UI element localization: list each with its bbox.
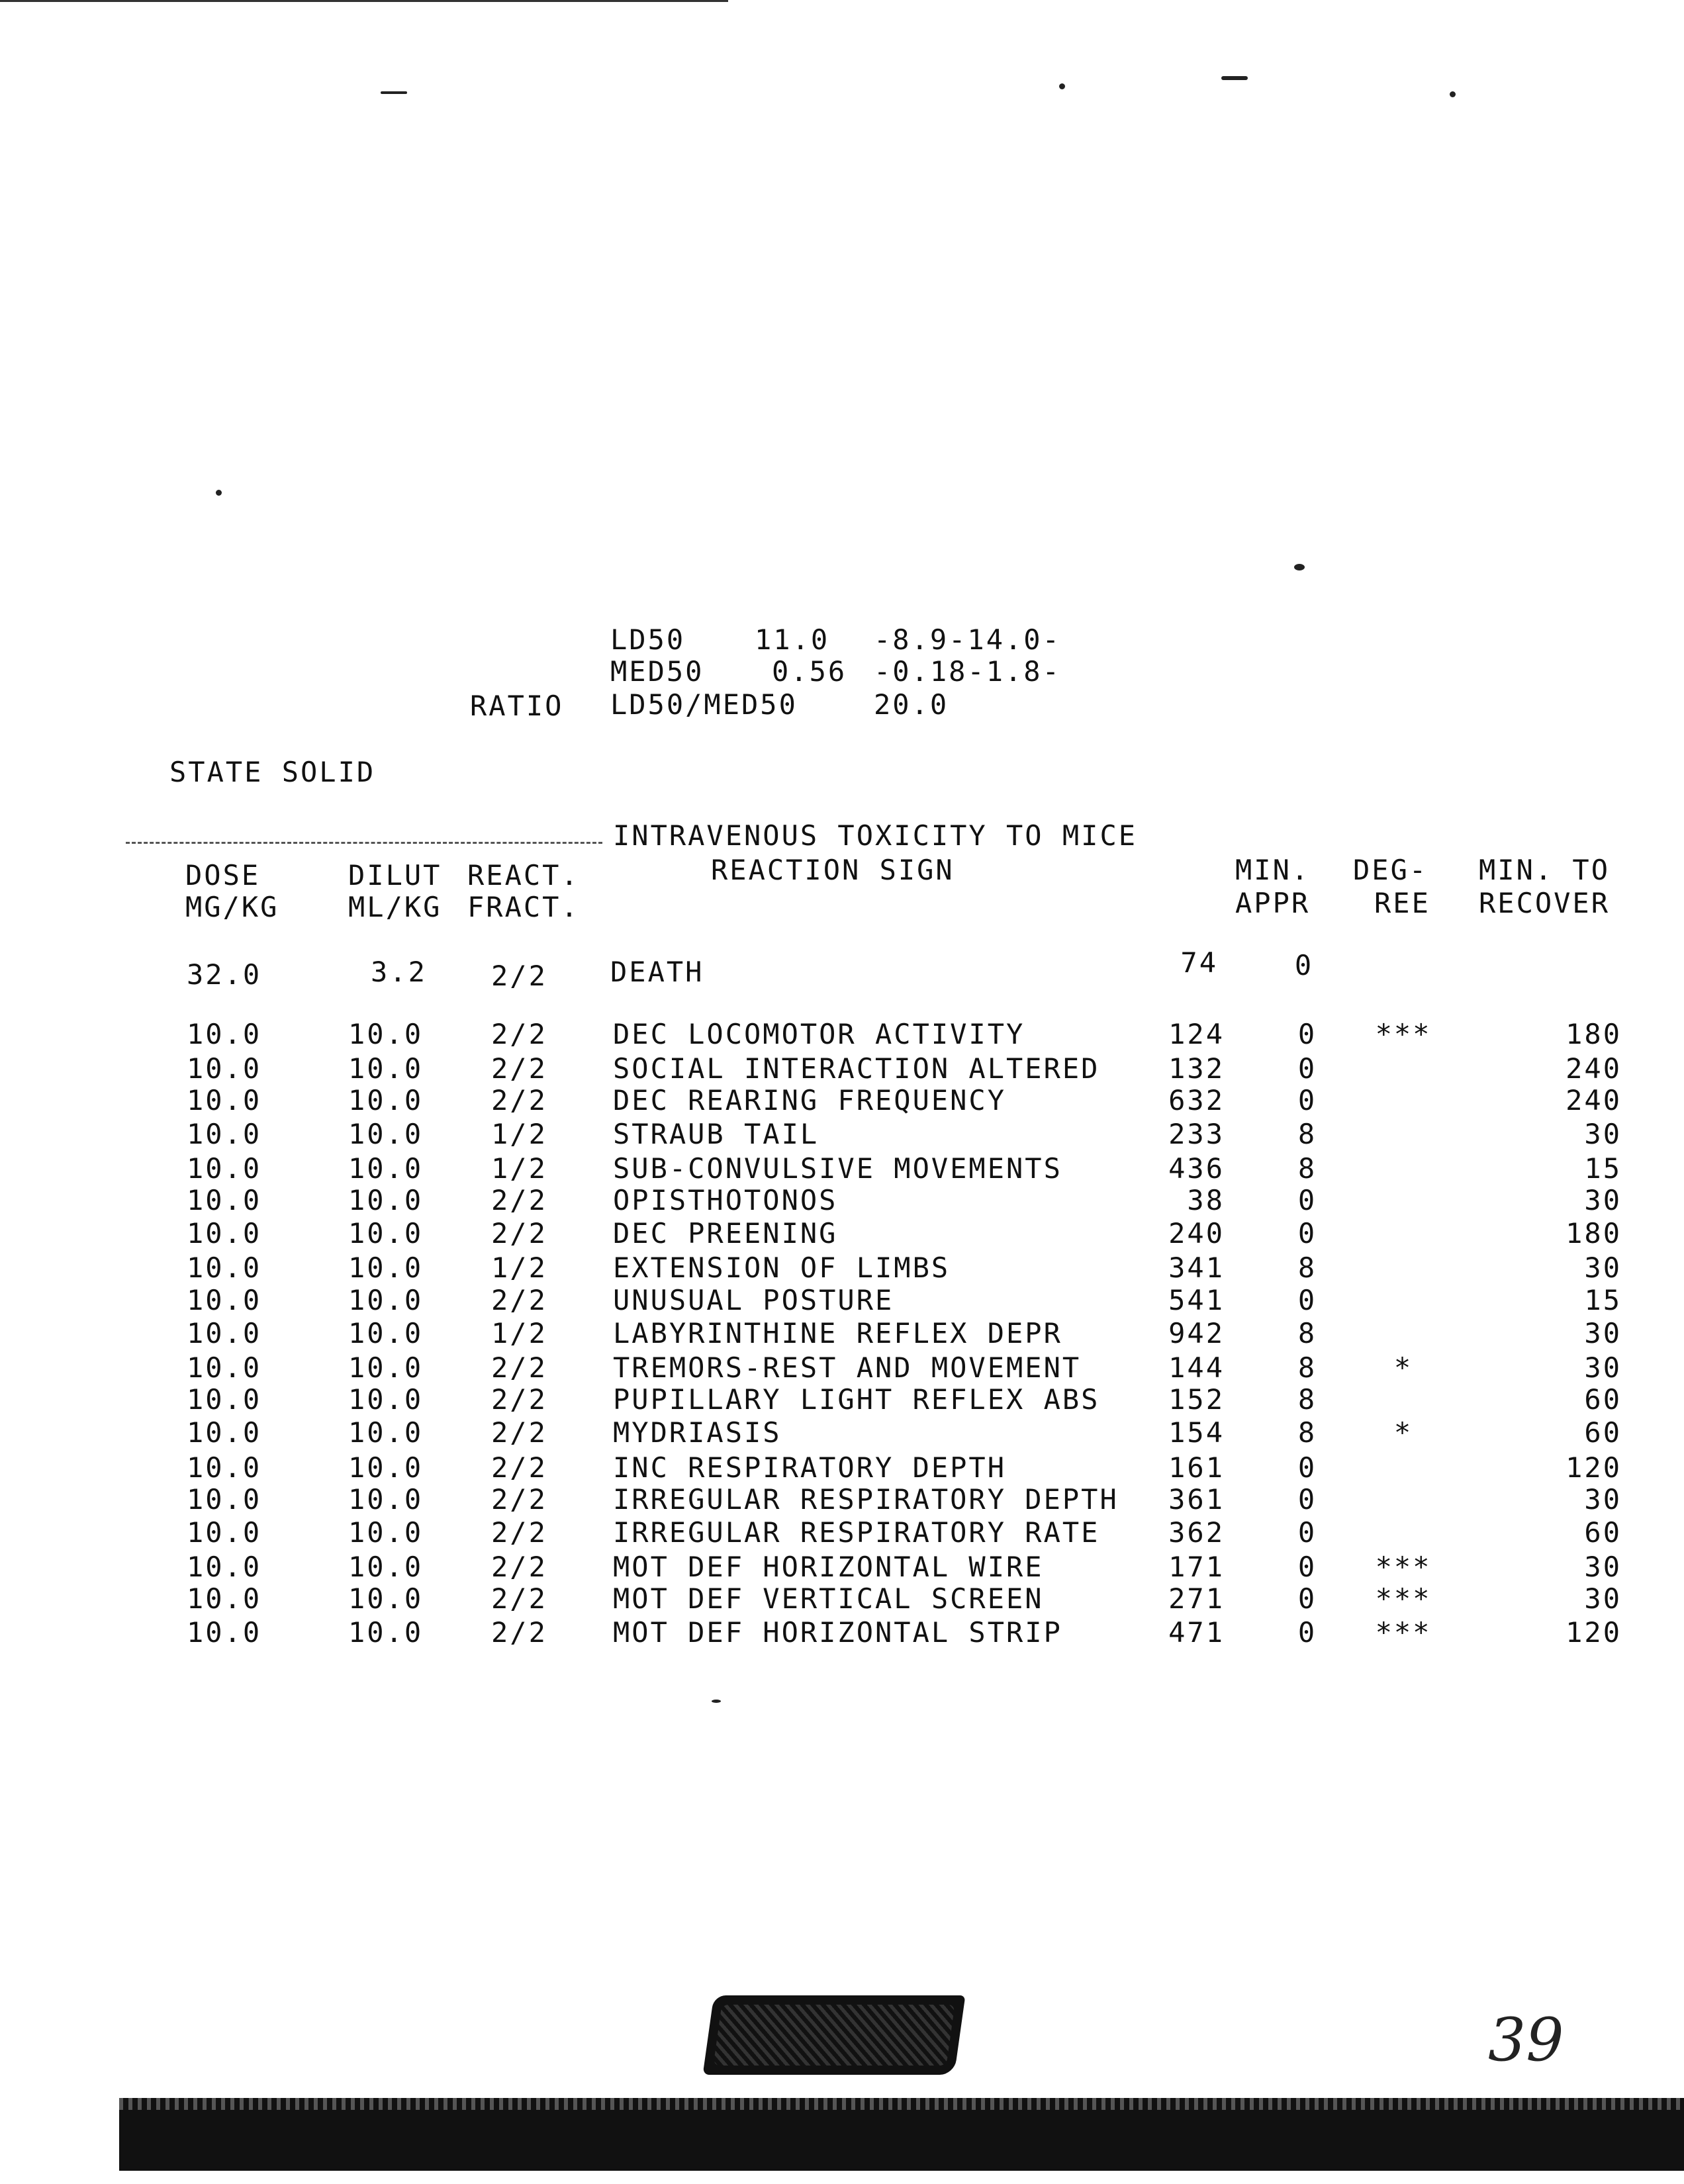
cell-dilut: 10.0 — [348, 1052, 424, 1085]
cell-dose: 10.0 — [187, 1018, 262, 1050]
cell-appr: 8 — [1297, 1383, 1317, 1416]
col-header-degree: DEG- — [1353, 854, 1428, 886]
cell-recover: 15 — [1584, 1152, 1622, 1185]
col-header-min-appr-2: APPR — [1235, 887, 1311, 919]
cell-recover: 60 — [1584, 1516, 1622, 1549]
cell-dose: 10.0 — [187, 1052, 262, 1085]
cell-dilut: 10.0 — [348, 1451, 424, 1484]
col-header-dilut: DILUT — [348, 859, 442, 891]
cell-recover: 15 — [1584, 1283, 1622, 1316]
cell-dilut: 10.0 — [348, 1152, 424, 1185]
page-number: 39 — [1488, 2005, 1564, 2075]
cell-fract: 2/2 — [491, 1482, 547, 1516]
cell-appr: 0 — [1297, 1551, 1317, 1584]
cell-appr: 8 — [1297, 1152, 1317, 1185]
cell-appr: 0 — [1297, 1052, 1317, 1085]
cell-sign: MYDRIASIS — [613, 1416, 782, 1449]
col-header-dose-unit: MG/KG — [185, 891, 279, 923]
med50-range: -0.18-1.8- — [874, 655, 1061, 688]
cell-sign: STRAUB TAIL — [613, 1117, 819, 1150]
col-header-recover-2: RECOVER — [1479, 887, 1611, 919]
cell-degree: * — [1393, 1351, 1413, 1384]
cell-sign: INC RESPIRATORY DEPTH — [613, 1451, 1007, 1484]
cell-appr: 0 — [1297, 1283, 1317, 1316]
cell-appr: 0 — [1297, 1217, 1317, 1250]
ratio-label: RATIO — [470, 690, 564, 722]
scan-speck — [1294, 564, 1305, 570]
cell-dilut: 10.0 — [348, 1251, 424, 1285]
cell-dilut: 10.0 — [348, 1217, 424, 1250]
cell-dose: 10.0 — [187, 1316, 262, 1349]
cell-fract: 2/2 — [491, 960, 547, 992]
cell-dose: 10.0 — [187, 1582, 262, 1615]
cell-recover: 30 — [1584, 1184, 1622, 1216]
cell-dose: 10.0 — [187, 1383, 262, 1416]
cell-sign: SUB-CONVULSIVE MOVEMENTS — [613, 1152, 1062, 1185]
cell-appr: 0 — [1297, 1018, 1317, 1050]
cell-dilut: 3.2 — [371, 956, 427, 988]
cell-recover: 30 — [1584, 1582, 1622, 1615]
scan-bottom-edge — [119, 2098, 1684, 2171]
cell-code: 154 — [1168, 1416, 1225, 1449]
cell-recover: 120 — [1566, 1615, 1622, 1649]
cell-fract: 2/2 — [491, 1217, 547, 1250]
cell-fract: 2/2 — [491, 1516, 547, 1549]
cell-sign: TREMORS-REST AND MOVEMENT — [613, 1351, 1082, 1384]
cell-fract: 2/2 — [491, 1383, 547, 1416]
cell-code: 233 — [1168, 1117, 1225, 1150]
cell-dose: 10.0 — [187, 1451, 262, 1484]
cell-dose: 10.0 — [187, 1283, 262, 1316]
col-header-react: REACT. — [467, 859, 580, 891]
cell-code: 132 — [1168, 1052, 1225, 1085]
cell-sign: PUPILLARY LIGHT REFLEX ABS — [613, 1383, 1100, 1416]
cell-code: 74 — [1180, 946, 1218, 979]
cell-code: 362 — [1168, 1516, 1225, 1549]
cell-fract: 2/2 — [491, 1451, 547, 1484]
cell-fract: 2/2 — [491, 1351, 547, 1384]
cell-code: 436 — [1168, 1152, 1225, 1185]
cell-appr: 0 — [1297, 1084, 1317, 1117]
scan-top-edge — [0, 0, 728, 2]
cell-code: 341 — [1168, 1251, 1225, 1285]
cell-recover: 180 — [1566, 1217, 1622, 1250]
cell-sign: OPISTHOTONOS — [613, 1184, 838, 1216]
cell-fract: 1/2 — [491, 1117, 547, 1150]
table-title-rule — [126, 842, 602, 844]
cell-dilut: 10.0 — [348, 1283, 424, 1316]
cell-dose: 10.0 — [187, 1551, 262, 1584]
cell-dilut: 10.0 — [348, 1582, 424, 1615]
cell-recover: 30 — [1584, 1482, 1622, 1516]
cell-code: 240 — [1168, 1217, 1225, 1250]
cell-fract: 2/2 — [491, 1184, 547, 1216]
ratio-value: 20.0 — [874, 688, 949, 721]
cell-sign: DEC LOCOMOTOR ACTIVITY — [613, 1018, 1025, 1050]
med50-value: 0.56 — [772, 655, 847, 688]
cell-appr: 0 — [1297, 1516, 1317, 1549]
cell-dilut: 10.0 — [348, 1383, 424, 1416]
cell-dilut: 10.0 — [348, 1018, 424, 1050]
cell-recover: 240 — [1566, 1084, 1622, 1117]
cell-recover: 60 — [1584, 1383, 1622, 1416]
cell-appr: 8 — [1297, 1416, 1317, 1449]
ld50-range: -8.9-14.0- — [874, 623, 1061, 656]
cell-dose: 10.0 — [187, 1152, 262, 1185]
cell-code: 632 — [1168, 1084, 1225, 1117]
ld50-value: 11.0 — [755, 623, 830, 656]
table-title: INTRAVENOUS TOXICITY TO MICE — [613, 819, 1138, 852]
cell-sign: MOT DEF VERTICAL SCREEN — [613, 1582, 1044, 1615]
cell-degree: *** — [1375, 1582, 1432, 1615]
cell-dose: 10.0 — [187, 1615, 262, 1649]
cell-dilut: 10.0 — [348, 1316, 424, 1349]
cell-code: 471 — [1168, 1615, 1225, 1649]
cell-fract: 2/2 — [491, 1018, 547, 1050]
cell-dose: 10.0 — [187, 1184, 262, 1216]
cell-appr: 0 — [1297, 1482, 1317, 1516]
cell-dilut: 10.0 — [348, 1551, 424, 1584]
cell-sign: EXTENSION OF LIMBS — [613, 1251, 951, 1285]
cell-fract: 1/2 — [491, 1316, 547, 1349]
cell-fract: 1/2 — [491, 1152, 547, 1185]
cell-dose: 10.0 — [187, 1416, 262, 1449]
scan-speck — [712, 1700, 721, 1703]
cell-sign: MOT DEF HORIZONTAL STRIP — [613, 1615, 1062, 1649]
cell-code: 38 — [1187, 1184, 1225, 1216]
cell-degree: * — [1393, 1416, 1413, 1449]
cell-fract: 1/2 — [491, 1251, 547, 1285]
cell-recover: 30 — [1584, 1251, 1622, 1285]
scan-speck — [1221, 76, 1248, 80]
cell-recover: 30 — [1584, 1316, 1622, 1349]
cell-dilut: 10.0 — [348, 1482, 424, 1516]
cell-code: 271 — [1168, 1582, 1225, 1615]
col-header-recover: MIN. TO — [1479, 854, 1611, 886]
cell-appr: 8 — [1297, 1351, 1317, 1384]
cell-sign: UNUSUAL POSTURE — [613, 1283, 894, 1316]
cell-degree: *** — [1375, 1615, 1432, 1649]
cell-appr: 0 — [1297, 1615, 1317, 1649]
cell-dilut: 10.0 — [348, 1117, 424, 1150]
cell-appr: 0 — [1297, 1451, 1317, 1484]
cell-code: 541 — [1168, 1283, 1225, 1316]
cell-dose: 10.0 — [187, 1516, 262, 1549]
cell-sign: LABYRINTHINE REFLEX DEPR — [613, 1316, 1062, 1349]
cell-dose: 10.0 — [187, 1084, 262, 1117]
cell-code: 124 — [1168, 1018, 1225, 1050]
scan-speck — [381, 91, 407, 94]
med50-label: MED50 — [610, 655, 704, 688]
col-header-dilut-unit: ML/KG — [348, 891, 442, 923]
scan-speck — [216, 490, 222, 496]
cell-appr: 8 — [1297, 1117, 1317, 1150]
cell-dose: 10.0 — [187, 1482, 262, 1516]
cell-code: 361 — [1168, 1482, 1225, 1516]
cell-fract: 2/2 — [491, 1615, 547, 1649]
cell-code: 942 — [1168, 1316, 1225, 1349]
cell-recover: 30 — [1584, 1117, 1622, 1150]
col-header-degree-2: REE — [1374, 887, 1430, 919]
cell-appr: 0 — [1294, 949, 1314, 981]
cell-sign: IRREGULAR RESPIRATORY RATE — [613, 1516, 1100, 1549]
cell-code: 152 — [1168, 1383, 1225, 1416]
cell-code: 171 — [1168, 1551, 1225, 1584]
cell-code: 161 — [1168, 1451, 1225, 1484]
cell-sign: IRREGULAR RESPIRATORY DEPTH — [613, 1482, 1119, 1516]
cell-dilut: 10.0 — [348, 1184, 424, 1216]
cell-dose: 32.0 — [187, 958, 262, 991]
cell-fract: 2/2 — [491, 1283, 547, 1316]
col-header-react-fract: FRACT. — [467, 891, 580, 923]
col-header-dose: DOSE — [185, 859, 261, 891]
cell-recover: 180 — [1566, 1018, 1622, 1050]
cell-dose: 10.0 — [187, 1351, 262, 1384]
cell-sign: DEC PREENING — [613, 1217, 838, 1250]
cell-appr: 8 — [1297, 1251, 1317, 1285]
cell-dose: 10.0 — [187, 1251, 262, 1285]
cell-fract: 2/2 — [491, 1084, 547, 1117]
cell-code: 144 — [1168, 1351, 1225, 1384]
cell-appr: 0 — [1297, 1582, 1317, 1615]
ld50-label: LD50 — [610, 623, 686, 656]
cell-fract: 2/2 — [491, 1551, 547, 1584]
ratio-name: LD50/MED50 — [610, 688, 798, 721]
cell-dose: 10.0 — [187, 1217, 262, 1250]
cell-recover: 120 — [1566, 1451, 1622, 1484]
cell-sign: DEC REARING FREQUENCY — [613, 1084, 1007, 1117]
state-line: STATE SOLID — [169, 756, 376, 788]
cell-sign: MOT DEF HORIZONTAL WIRE — [613, 1551, 1044, 1584]
cell-degree: *** — [1375, 1018, 1432, 1050]
redaction-stamp — [703, 1995, 966, 2075]
scan-speck — [1059, 83, 1065, 89]
cell-dilut: 10.0 — [348, 1615, 424, 1649]
cell-recover: 240 — [1566, 1052, 1622, 1085]
col-header-sign: REACTION SIGN — [711, 854, 955, 886]
cell-fract: 2/2 — [491, 1052, 547, 1085]
cell-appr: 8 — [1297, 1316, 1317, 1349]
cell-sign: DEATH — [610, 956, 704, 988]
cell-dilut: 10.0 — [348, 1084, 424, 1117]
cell-fract: 2/2 — [491, 1416, 547, 1449]
cell-recover: 30 — [1584, 1351, 1622, 1384]
cell-appr: 0 — [1297, 1184, 1317, 1216]
scan-speck — [1450, 91, 1456, 97]
cell-recover: 30 — [1584, 1551, 1622, 1584]
cell-fract: 2/2 — [491, 1582, 547, 1615]
cell-recover: 60 — [1584, 1416, 1622, 1449]
cell-dilut: 10.0 — [348, 1416, 424, 1449]
cell-sign: SOCIAL INTERACTION ALTERED — [613, 1052, 1100, 1085]
cell-dose: 10.0 — [187, 1117, 262, 1150]
cell-dilut: 10.0 — [348, 1351, 424, 1384]
cell-dilut: 10.0 — [348, 1516, 424, 1549]
col-header-min-appr: MIN. — [1235, 854, 1311, 886]
cell-degree: *** — [1375, 1551, 1432, 1584]
